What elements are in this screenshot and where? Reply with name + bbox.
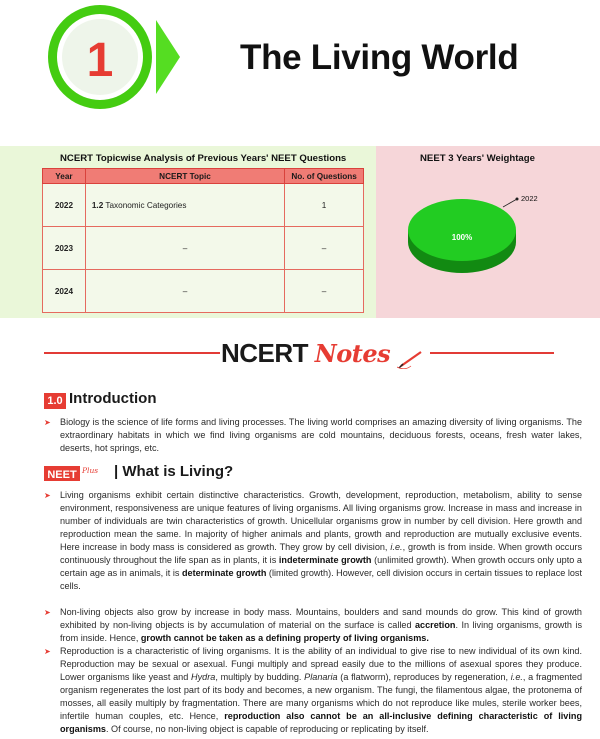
year-cell: 2024 [43, 270, 86, 313]
bullet-arrow-icon: ➤ [44, 491, 51, 500]
key-term: growth cannot be taken as a defining property of living organisms. [140, 633, 429, 643]
text-run: Reproduction is a characteristic of living organisms. It is the ability of an individual to give rise to new individual of its own kind. Reproduction may be sexual or asexual. Fungi multiply and spread easily due to the millions of asexual spores they produce. Lower organisms like yeast and [60, 646, 582, 682]
text-run: Hydra [191, 672, 216, 682]
chapter-number: 1 [86, 34, 114, 87]
bullet-arrow-icon: ➤ [44, 608, 51, 617]
weightage-heading: NEET 3 Years' Weightage [420, 153, 535, 164]
table-row [43, 270, 364, 313]
text-run: , multiply by budding. [215, 672, 305, 682]
key-term: reproduction also cannot be an all-inclusive defining characteristic of living organisms [60, 711, 582, 734]
text-run: . In living organisms, growth is from inside. Hence, [60, 620, 582, 643]
column-header: No. of Questions [285, 169, 364, 184]
topic-cell [85, 184, 284, 227]
paragraph-reproduction [60, 645, 582, 736]
topic-number: 1.2 [91, 200, 104, 210]
chapter-title: The Living World [240, 38, 519, 77]
topic-cell: – [85, 270, 284, 313]
count-cell: – [285, 270, 364, 313]
text-run: . Of course, no non-living object is capable of reproducing or replicating by itself. [106, 724, 429, 734]
pie-slice [408, 199, 516, 261]
pie-leader-line [503, 199, 517, 207]
year-cell: 2023 [43, 227, 86, 270]
text-run: (limited growth). However, cell division occurs in certain tissues to replace lost cells. [60, 568, 583, 591]
section-title: Introduction [69, 390, 157, 407]
section-number: 1.0 [44, 393, 66, 409]
table-header-row [43, 169, 364, 184]
divider-left [44, 352, 220, 354]
text-run: Non-living objects also grow by increase in body mass. Mountains, boulders and sand mounds do grow. This kind of growth exhibited by non-living objects is by accumulation of material on the surface is called [60, 607, 582, 630]
text-run: (unlimited growth). When growth occurs only upto a certain age as in animals, it is [60, 555, 582, 578]
text-run: Living organisms exhibit certain distinctive characteristics. Growth, development, reproduction, metabolism, ability to sense environment, responsiveness are unique features of living organisms. All living organisms grow. Increase in mass and increase in number of individuals are twin characteristics of growth. Unicellular organisms grow in number by cell division. Here growth and reproduction mean the same. In majority of higher animals and plants, growth and reproduction are mutually exclusive events. Here increase in body mass is considered as growth. They grow by cell division, [60, 490, 582, 552]
analysis-table [42, 168, 364, 313]
pen-icon [397, 345, 425, 365]
text-run: , growth is from inside. When growth occurs continuously throughout the life span as in plants, it is [60, 542, 582, 565]
column-header: NCERT Topic [85, 169, 284, 184]
bullet-arrow-icon: ➤ [44, 418, 51, 427]
divider-right [430, 352, 554, 354]
table-row [43, 184, 364, 227]
neet-tag-text: NEET [47, 469, 77, 481]
chapter-badge [38, 2, 188, 112]
paragraph-nonliving [60, 606, 582, 645]
column-header: Year [43, 169, 86, 184]
notes-banner-text: NCERT [221, 338, 309, 368]
intro-text: Biology is the science of life forms and living processes. The living world comprises an amazing diversity of living organisms. The extraordinary habitats in which we find living organisms are cold mountains, deciduous forests, oceans, fresh water lakes, deserts, hot springs, etc. [60, 417, 582, 453]
year-cell: 2022 [43, 184, 86, 227]
count-cell: 1 [285, 184, 364, 227]
pie-leader-dot [516, 198, 519, 201]
key-term: accretion [415, 620, 456, 630]
key-term: indeterminate growth [278, 555, 372, 565]
list-item [44, 489, 582, 593]
weightage-pie-chart [405, 185, 565, 285]
bullet-arrow-icon: ➤ [44, 647, 51, 656]
notes-banner-script: Notes [314, 339, 391, 368]
list-item [44, 606, 582, 645]
text-run: , a fragmented organism regenerates the lost part of its body and becomes, a new organism. The fungi, the filamentous algae, the protonema of mosses, all easily multiply by fragmentation. There are many organisms which do not reproduce like mules, sterile worker bees, infertile human couples, etc. Hence, [60, 672, 582, 721]
neet-plus-tag [44, 465, 102, 482]
key-term: determinate growth [181, 568, 267, 578]
list-item [44, 645, 582, 736]
notes-banner [221, 338, 425, 369]
neet-plus-text: Plus [82, 466, 99, 475]
text-run: (a flatworm), reproduces by regeneration, [337, 672, 511, 682]
paragraph-growth [60, 489, 582, 593]
text-run: Planaria [304, 672, 338, 682]
topic-name: Taxonomic Categories [105, 200, 187, 210]
pie-category-label: 2022 [521, 194, 538, 203]
text-run: i.e. [510, 672, 523, 682]
table-row [43, 227, 364, 270]
topic-cell: – [85, 227, 284, 270]
list-item [44, 416, 582, 455]
analysis-heading: NCERT Topicwise Analysis of Previous Years' NEET Questions [60, 153, 347, 164]
text-run: i.e. [390, 542, 403, 552]
pie-data-label: 100% [451, 233, 473, 242]
count-cell: – [285, 227, 364, 270]
subsection-title: | What is Living? [114, 463, 234, 480]
